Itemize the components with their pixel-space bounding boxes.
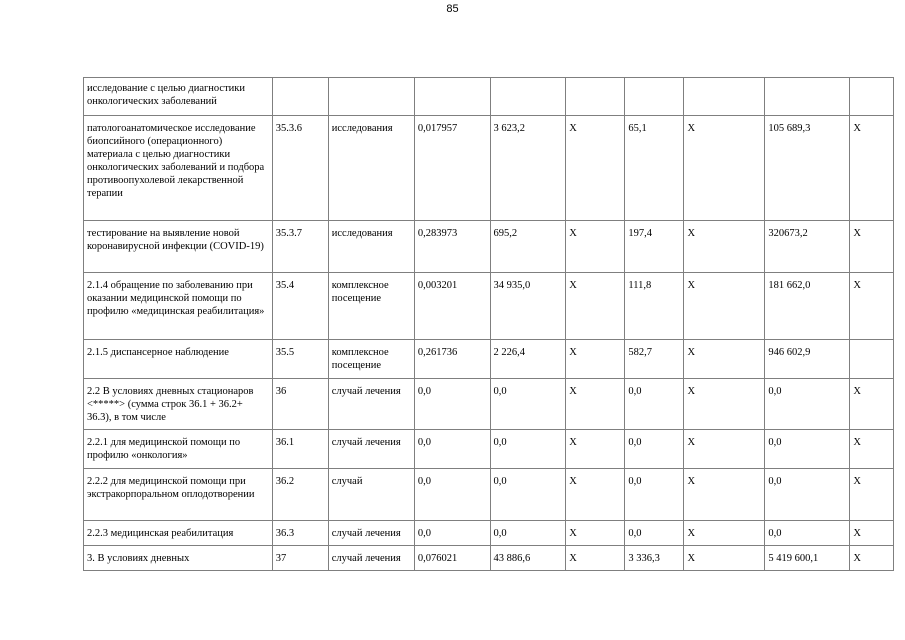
- cell-name: 2.2 В условиях дневных стационаров <*****> (сумма строк 36.1 + 36.2+ 36.3), в том числе: [84, 379, 273, 430]
- cell-value-1: 0,017957: [414, 116, 490, 221]
- cell-value-4: 320673,2: [765, 221, 850, 273]
- cell-value-4: 0,0: [765, 430, 850, 469]
- cell-row-number: [272, 78, 328, 116]
- cell-mark-1: [566, 78, 625, 116]
- table-row: [84, 221, 894, 273]
- cell-mark-1: X: [566, 273, 625, 340]
- table-row: [84, 546, 894, 571]
- cell-value-4: 181 662,0: [765, 273, 850, 340]
- cell-mark-2: X: [684, 273, 765, 340]
- cell-name: 2.2.1 для медицинской помощи по профилю «онкология»: [84, 430, 273, 469]
- cell-value-2: 0,0: [490, 379, 566, 430]
- cell-mark-2: [684, 78, 765, 116]
- cell-name: 3. В условиях дневных: [84, 546, 273, 571]
- cell-row-number: 37: [272, 546, 328, 571]
- cell-unit: [328, 78, 414, 116]
- cell-mark-3: X: [850, 546, 894, 571]
- cell-value-4: 0,0: [765, 379, 850, 430]
- cell-value-1: 0,0: [414, 469, 490, 521]
- cell-mark-2: X: [684, 546, 765, 571]
- cell-value-1: 0,076021: [414, 546, 490, 571]
- cell-value-3: 111,8: [625, 273, 684, 340]
- cell-mark-1: X: [566, 469, 625, 521]
- cell-mark-1: X: [566, 340, 625, 379]
- cell-row-number: 35.3.7: [272, 221, 328, 273]
- cell-value-1: 0,261736: [414, 340, 490, 379]
- cell-value-2: 2 226,4: [490, 340, 566, 379]
- cell-value-1: 0,0: [414, 379, 490, 430]
- cell-value-2: 0,0: [490, 430, 566, 469]
- cell-row-number: 36.1: [272, 430, 328, 469]
- table-row: [84, 521, 894, 546]
- cell-value-4: 946 602,9: [765, 340, 850, 379]
- table-row: [84, 469, 894, 521]
- cell-value-4: 0,0: [765, 521, 850, 546]
- cell-row-number: 36.3: [272, 521, 328, 546]
- cell-unit: исследования: [328, 116, 414, 221]
- cell-value-4: [765, 78, 850, 116]
- table-row: [84, 379, 894, 430]
- cell-row-number: 35.5: [272, 340, 328, 379]
- cell-mark-3: X: [850, 273, 894, 340]
- cell-mark-3: X: [850, 221, 894, 273]
- table-row: [84, 430, 894, 469]
- cell-name: тестирование на выявление новой коронавирусной инфекции (COVID-19): [84, 221, 273, 273]
- table-row: [84, 78, 894, 116]
- cell-value-3: 0,0: [625, 379, 684, 430]
- cell-value-3: 0,0: [625, 469, 684, 521]
- cell-mark-1: X: [566, 379, 625, 430]
- cell-mark-1: X: [566, 221, 625, 273]
- cell-value-2: 43 886,6: [490, 546, 566, 571]
- cell-value-4: 0,0: [765, 469, 850, 521]
- cell-unit: случай лечения: [328, 521, 414, 546]
- cell-value-3: 582,7: [625, 340, 684, 379]
- cell-mark-2: X: [684, 340, 765, 379]
- cell-value-1: 0,0: [414, 430, 490, 469]
- cell-row-number: 36: [272, 379, 328, 430]
- cell-mark-1: X: [566, 430, 625, 469]
- cell-value-2: 3 623,2: [490, 116, 566, 221]
- cell-value-1: 0,283973: [414, 221, 490, 273]
- cell-name: 2.1.4 обращение по заболеванию при оказании медицинской помощи по профилю «медицинская реабилитация»: [84, 273, 273, 340]
- cell-unit: случай лечения: [328, 546, 414, 571]
- cell-value-2: 695,2: [490, 221, 566, 273]
- cell-value-4: 5 419 600,1: [765, 546, 850, 571]
- cell-name: патологоанатомическое исследование биопсийного (операционного) материала с целью диагностики онкологических заболеваний и подбора противоопухолевой лекарственной терапии: [84, 116, 273, 221]
- cell-mark-2: X: [684, 430, 765, 469]
- cell-value-3: [625, 78, 684, 116]
- page-number: 85: [446, 3, 459, 15]
- cell-row-number: 36.2: [272, 469, 328, 521]
- cell-unit: случай: [328, 469, 414, 521]
- cell-mark-3: X: [850, 521, 894, 546]
- cell-value-3: 3 336,3: [625, 546, 684, 571]
- cell-mark-3: [850, 78, 894, 116]
- cell-mark-1: X: [566, 116, 625, 221]
- table-row: [84, 340, 894, 379]
- cell-value-2: 0,0: [490, 521, 566, 546]
- cell-value-3: 197,4: [625, 221, 684, 273]
- cell-unit: случай лечения: [328, 430, 414, 469]
- cell-mark-2: X: [684, 116, 765, 221]
- table-row: [84, 273, 894, 340]
- cell-name: 2.1.5 диспансерное наблюдение: [84, 340, 273, 379]
- cell-value-2: 34 935,0: [490, 273, 566, 340]
- cell-unit: исследования: [328, 221, 414, 273]
- table-body: [84, 78, 894, 571]
- cell-value-4: 105 689,3: [765, 116, 850, 221]
- cell-mark-3: X: [850, 469, 894, 521]
- cell-mark-2: X: [684, 379, 765, 430]
- cell-mark-3: X: [850, 430, 894, 469]
- cell-value-2: [490, 78, 566, 116]
- cell-value-2: 0,0: [490, 469, 566, 521]
- table-row: [84, 116, 894, 221]
- cell-value-3: 0,0: [625, 521, 684, 546]
- cell-mark-3: X: [850, 116, 894, 221]
- cell-name: исследование с целью диагностики онкологических заболеваний: [84, 78, 273, 116]
- cell-value-3: 0,0: [625, 430, 684, 469]
- cell-name: 2.2.3 медицинская реабилитация: [84, 521, 273, 546]
- cell-value-3: 65,1: [625, 116, 684, 221]
- cell-mark-3: [850, 340, 894, 379]
- cell-unit: комплексное посещение: [328, 340, 414, 379]
- cell-mark-2: X: [684, 521, 765, 546]
- cell-row-number: 35.4: [272, 273, 328, 340]
- cell-value-1: 0,003201: [414, 273, 490, 340]
- cell-unit: комплексное посещение: [328, 273, 414, 340]
- cell-mark-2: X: [684, 221, 765, 273]
- cell-value-1: [414, 78, 490, 116]
- cell-mark-3: X: [850, 379, 894, 430]
- cell-mark-1: X: [566, 546, 625, 571]
- cell-name: 2.2.2 для медицинской помощи при экстракорпоральном оплодотворении: [84, 469, 273, 521]
- data-table: [83, 77, 894, 571]
- cell-unit: случай лечения: [328, 379, 414, 430]
- cell-value-1: 0,0: [414, 521, 490, 546]
- cell-mark-2: X: [684, 469, 765, 521]
- cell-row-number: 35.3.6: [272, 116, 328, 221]
- cell-mark-1: X: [566, 521, 625, 546]
